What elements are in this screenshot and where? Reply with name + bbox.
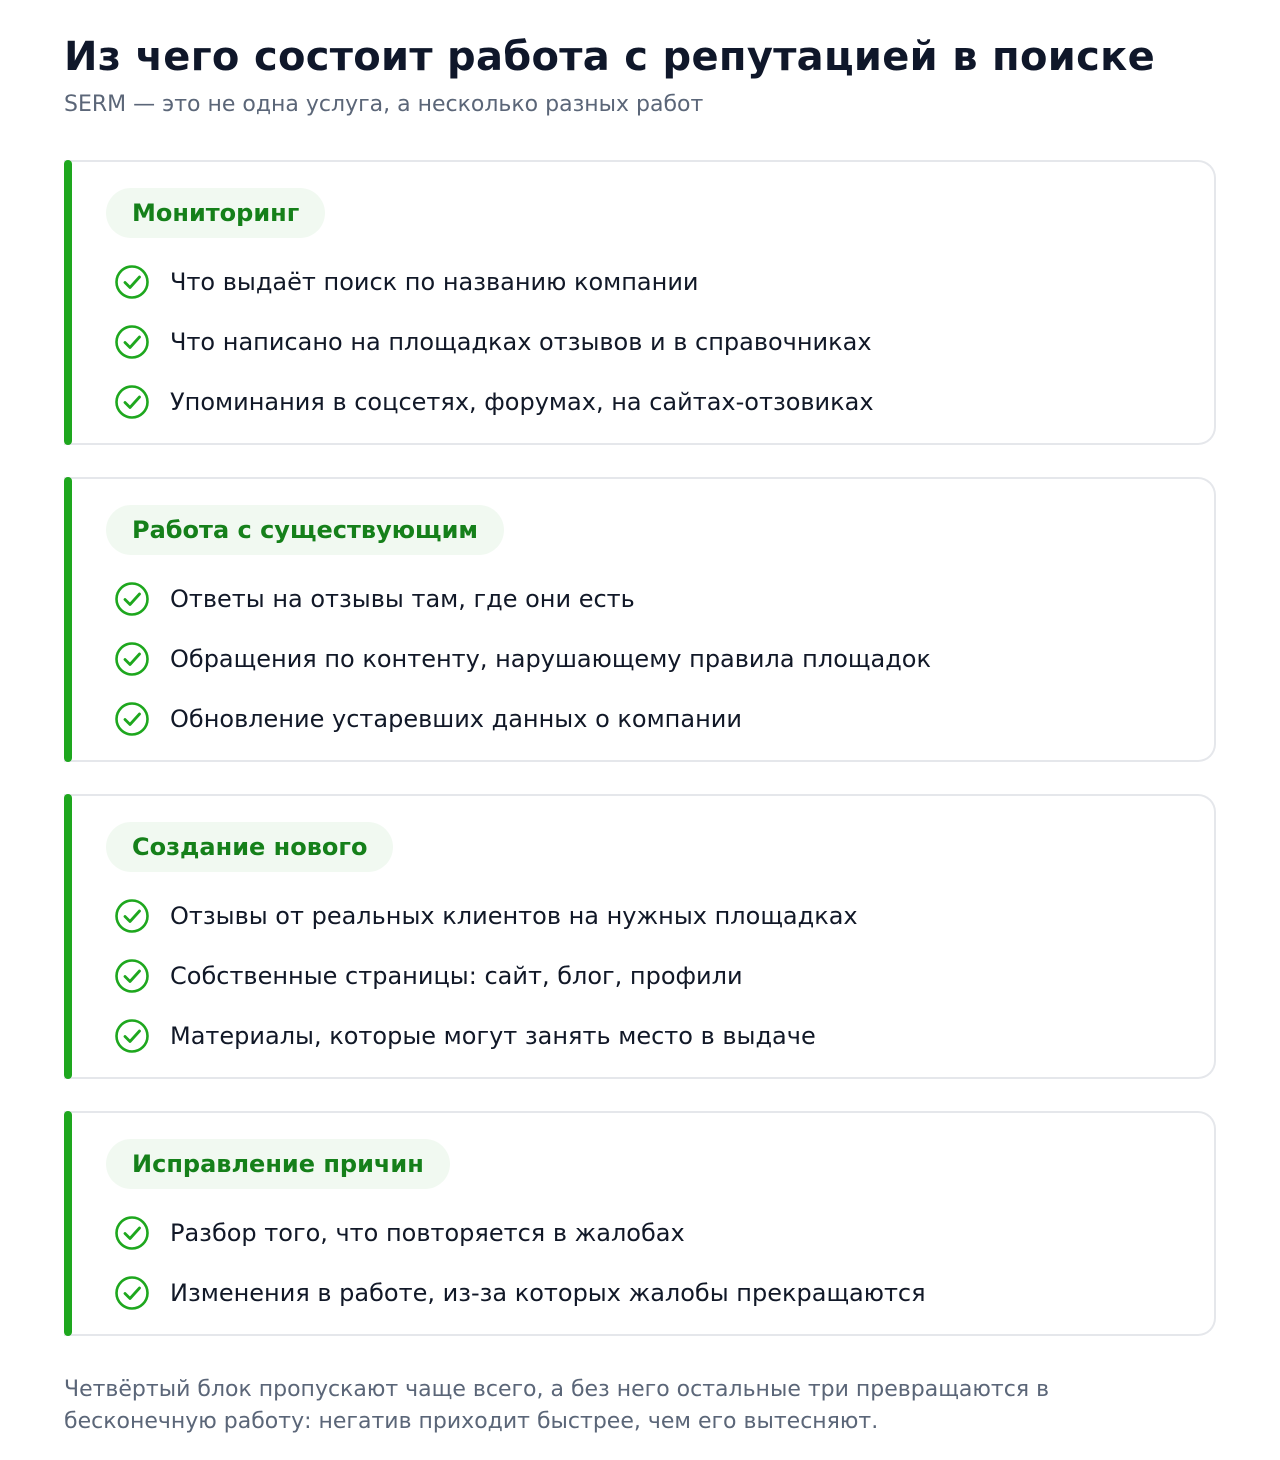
check-circle-icon [114,1275,150,1311]
list-item-text: Обращения по контенту, нарушающему правила площадок [170,645,931,673]
blocks-list [64,160,1216,1368]
block-existing [64,477,1216,762]
list-item [106,372,1214,432]
list-item [106,946,1214,1006]
check-circle-icon [114,641,150,677]
block-items [106,886,1214,1066]
list-item [106,886,1214,946]
list-item-text: Изменения в работе, из-за которых жалобы прекращаются [170,1279,926,1307]
list-item [106,1006,1214,1066]
list-item-text: Разбор того, что повторяется в жалобах [170,1219,685,1247]
list-item-text: Что написано на площадках отзывов и в справочниках [170,328,872,356]
block-title: Исправление причин [106,1139,450,1189]
check-circle-icon [114,701,150,737]
list-item-text: Собственные страницы: сайт, блог, профили [170,962,743,990]
block-monitoring [64,160,1216,445]
list-item [106,1203,1214,1263]
list-item [106,312,1214,372]
check-circle-icon [114,898,150,934]
page-subtitle: SERM — это не одна услуга, а несколько разных работ [64,92,704,117]
list-item-text: Обновление устаревших данных о компании [170,705,742,733]
list-item [106,629,1214,689]
footnote: Четвёртый блок пропускают чаще всего, а без него остальные три превращаются в бесконечную работу: негатив приходит быстрее, чем его вытесняют. [64,1377,1050,1434]
list-item-text: Материалы, которые могут занять место в выдаче [170,1022,816,1050]
block-title: Создание нового [106,822,393,872]
block-items [106,252,1214,432]
list-item [106,689,1214,749]
check-circle-icon [114,581,150,617]
list-item-text: Ответы на отзывы там, где они есть [170,585,635,613]
check-circle-icon [114,1018,150,1054]
list-item [106,569,1214,629]
page-title: Из чего состоит работа с репутацией в поиске [64,34,1155,80]
block-items [106,1203,1214,1323]
list-item-text: Упоминания в соцсетях, форумах, на сайтах-отзовиках [170,388,874,416]
list-item [106,1263,1214,1323]
block-new [64,794,1216,1079]
block-items [106,569,1214,749]
check-circle-icon [114,1215,150,1251]
list-item [106,252,1214,312]
list-item-text: Отзывы от реальных клиентов на нужных площадках [170,902,858,930]
check-circle-icon [114,958,150,994]
check-circle-icon [114,384,150,420]
check-circle-icon [114,324,150,360]
block-causes [64,1111,1216,1336]
list-item-text: Что выдаёт поиск по названию компании [170,268,699,296]
block-title: Работа с существующим [106,505,504,555]
block-title: Мониторинг [106,188,325,238]
check-circle-icon [114,264,150,300]
